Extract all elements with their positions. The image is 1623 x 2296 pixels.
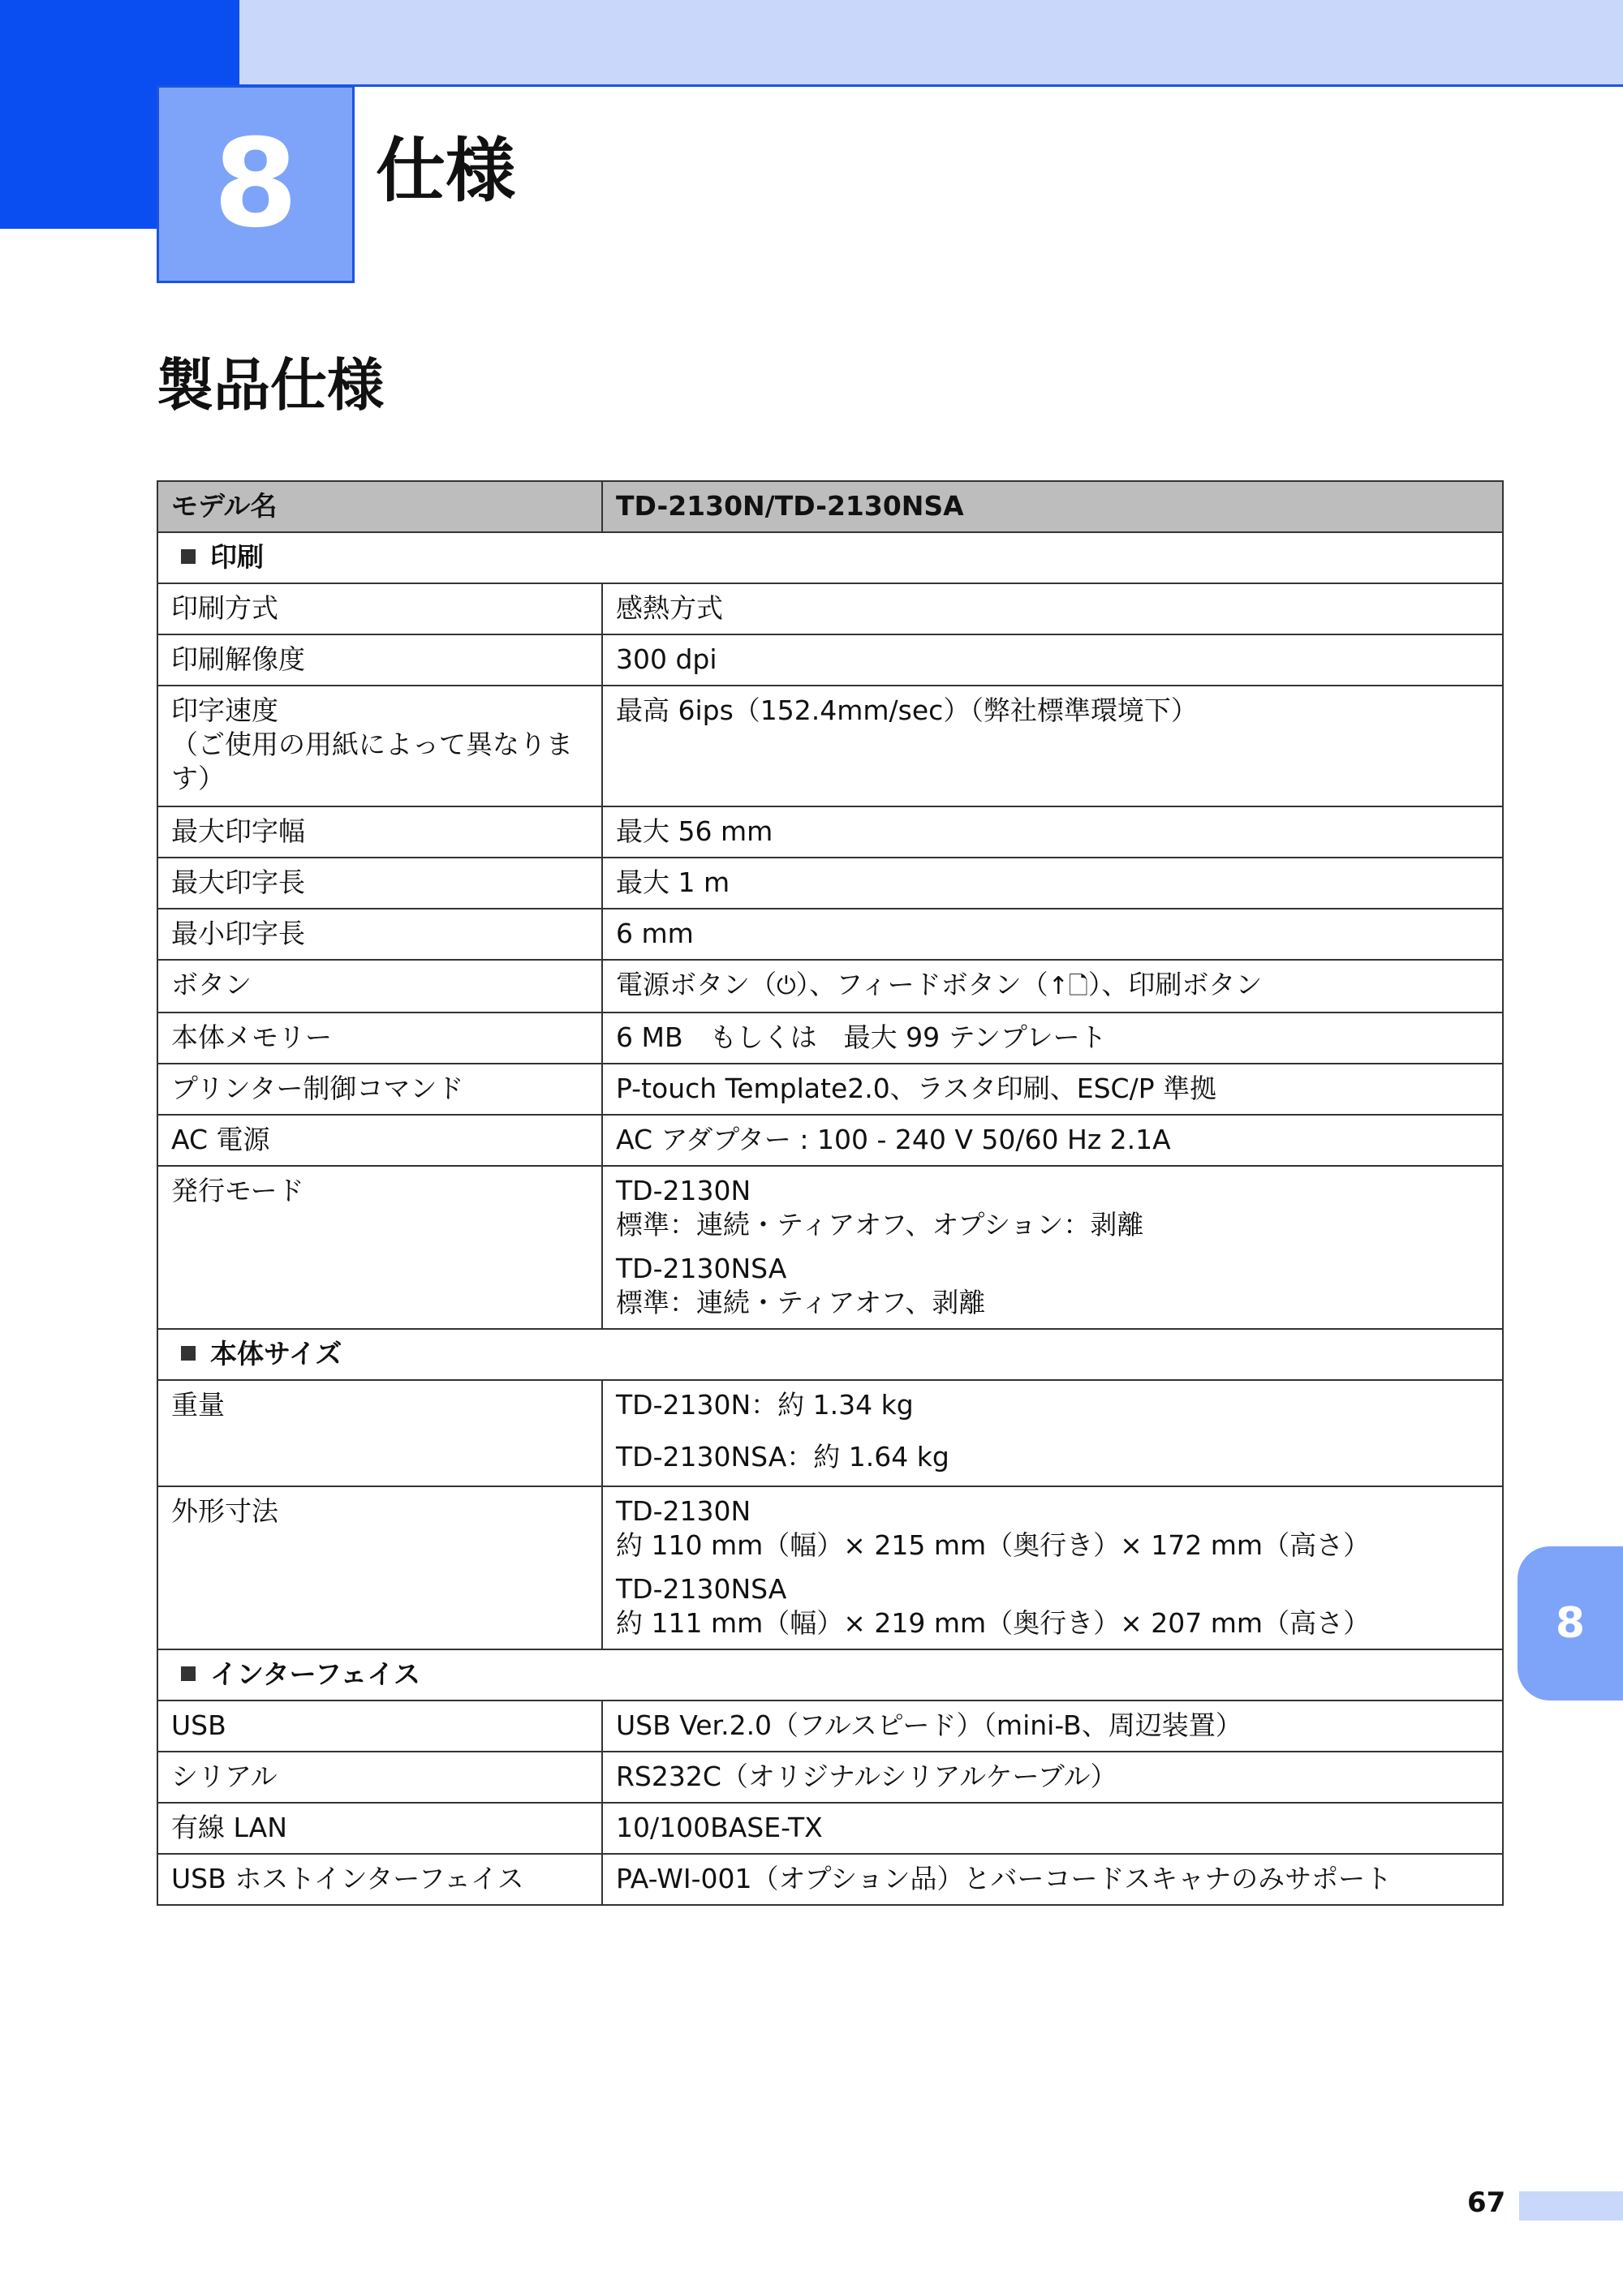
chapter-number: 8: [213, 114, 299, 255]
feed-icon: ↑🗋: [1048, 972, 1088, 1000]
table-row: [157, 1115, 1503, 1166]
power-button-text: 電源ボタン（: [616, 969, 777, 1000]
row-label: ボタン: [157, 960, 602, 1013]
table-row: [157, 1064, 1503, 1115]
table-row: [157, 1380, 1503, 1486]
row-value: 300 dpi: [602, 634, 1503, 686]
header-band: [0, 0, 1623, 84]
table-row: [157, 806, 1503, 858]
row-label: [157, 686, 602, 806]
model-name: TD-2130N: [616, 1495, 751, 1527]
row-value: 6 MB もしくは 最大 99 テンプレート: [602, 1013, 1503, 1064]
row-value: RS232C（オリジナルシリアルケーブル）: [602, 1752, 1503, 1803]
row-value: 最高 6ips（152.4mm/sec）（弊社標準環境下）: [602, 686, 1503, 806]
section-row-size: [157, 1329, 1503, 1380]
row-label: 重量: [157, 1380, 602, 1486]
table-row: [157, 909, 1503, 960]
weight-value: TD-2130N：約 1.34 kg: [616, 1389, 914, 1421]
row-value: [602, 960, 1503, 1013]
section-row-interface: [157, 1649, 1503, 1701]
table-row: [157, 686, 1503, 806]
row-label: シリアル: [157, 1752, 602, 1803]
row-value: 10/100BASE-TX: [602, 1803, 1503, 1854]
section-label: インターフェイス: [210, 1658, 421, 1690]
spec-table: [157, 480, 1504, 1906]
row-value: 感熱方式: [602, 583, 1503, 634]
model-value: 約 110 mm（幅）× 215 mm（奥行き）× 172 mm（高さ）: [616, 1529, 1371, 1561]
table-row: [157, 960, 1503, 1013]
row-value: [602, 1486, 1503, 1649]
row-value: AC アダプター : 100 - 240 V 50/60 Hz 2.1A: [602, 1115, 1503, 1166]
header-label: モデル名: [157, 481, 602, 532]
header-value: TD-2130N/TD-2130NSA: [602, 481, 1503, 532]
page-number: 67: [1467, 2186, 1506, 2219]
table-row: [157, 634, 1503, 686]
table-row: [157, 583, 1503, 634]
model-value: 約 111 mm（幅）× 219 mm（奥行き）× 207 mm（高さ）: [616, 1607, 1371, 1639]
row-value: 6 mm: [602, 909, 1503, 960]
table-row: [157, 1752, 1503, 1803]
row-label-line: 印字速度: [171, 694, 278, 726]
section-label: 印刷: [210, 541, 264, 573]
row-value: P-touch Template2.0、ラスタ印刷、ESC/P 準拠: [602, 1064, 1503, 1115]
table-row: [157, 1013, 1503, 1064]
row-label: 最大印字幅: [157, 806, 602, 858]
table-row: [157, 1166, 1503, 1329]
square-bullet-icon: [181, 1666, 196, 1681]
square-bullet-icon: [181, 549, 196, 564]
model-name: TD-2130NSA: [616, 1253, 787, 1284]
row-value: PA-WI-001（オプション品）とバーコードスキャナのみサポート: [602, 1854, 1503, 1905]
feed-button-text: ）、フィードボタン（: [795, 969, 1048, 1000]
side-tab-number: 8: [1555, 1599, 1586, 1648]
model-value: 標準：連続・ティアオフ、剥離: [616, 1287, 986, 1318]
section-row-print: [157, 532, 1503, 583]
table-row: [157, 1701, 1503, 1752]
row-label: USB ホストインターフェイス: [157, 1854, 602, 1905]
table-header-row: [157, 481, 1503, 532]
row-value: [602, 1166, 1503, 1329]
row-label: 印刷方式: [157, 583, 602, 634]
model-value: 標準：連続・ティアオフ、オプション：剥離: [616, 1209, 1144, 1240]
table-row: [157, 1854, 1503, 1905]
row-value: 最大 56 mm: [602, 806, 1503, 858]
row-label: 外形寸法: [157, 1486, 602, 1649]
row-label: 印刷解像度: [157, 634, 602, 686]
square-bullet-icon: [181, 1346, 196, 1361]
chapter-side-tab[interactable]: [1518, 1546, 1623, 1701]
row-label: 最小印字長: [157, 909, 602, 960]
weight-value: TD-2130NSA：約 1.64 kg: [616, 1441, 949, 1473]
row-value: USB Ver.2.0（フルスピード）（mini-B、周辺装置）: [602, 1701, 1503, 1752]
power-icon: ⏻: [777, 972, 796, 1000]
row-label: プリンター制御コマンド: [157, 1064, 602, 1115]
row-label: 最大印字長: [157, 858, 602, 909]
row-value: 最大 1 m: [602, 858, 1503, 909]
row-label: AC 電源: [157, 1115, 602, 1166]
model-name: TD-2130NSA: [616, 1573, 787, 1605]
row-label: 有線 LAN: [157, 1803, 602, 1854]
section-title: 製品仕様: [157, 352, 384, 419]
row-label: 本体メモリー: [157, 1013, 602, 1064]
table-row: [157, 1803, 1503, 1854]
table-row: [157, 1486, 1503, 1649]
row-label: 発行モード: [157, 1166, 602, 1329]
row-value: [602, 1380, 1503, 1486]
table-row: [157, 858, 1503, 909]
page-number-bar: [1519, 2191, 1623, 2221]
section-label: 本体サイズ: [210, 1338, 342, 1369]
chapter-title: 仕様: [376, 131, 515, 212]
row-label-note: （ご使用の用紙によって異なります）: [171, 729, 573, 794]
row-label: USB: [157, 1701, 602, 1752]
print-button-text: ）、印刷ボタン: [1087, 969, 1263, 1000]
chapter-number-box: [157, 85, 355, 283]
model-name: TD-2130N: [616, 1175, 751, 1206]
